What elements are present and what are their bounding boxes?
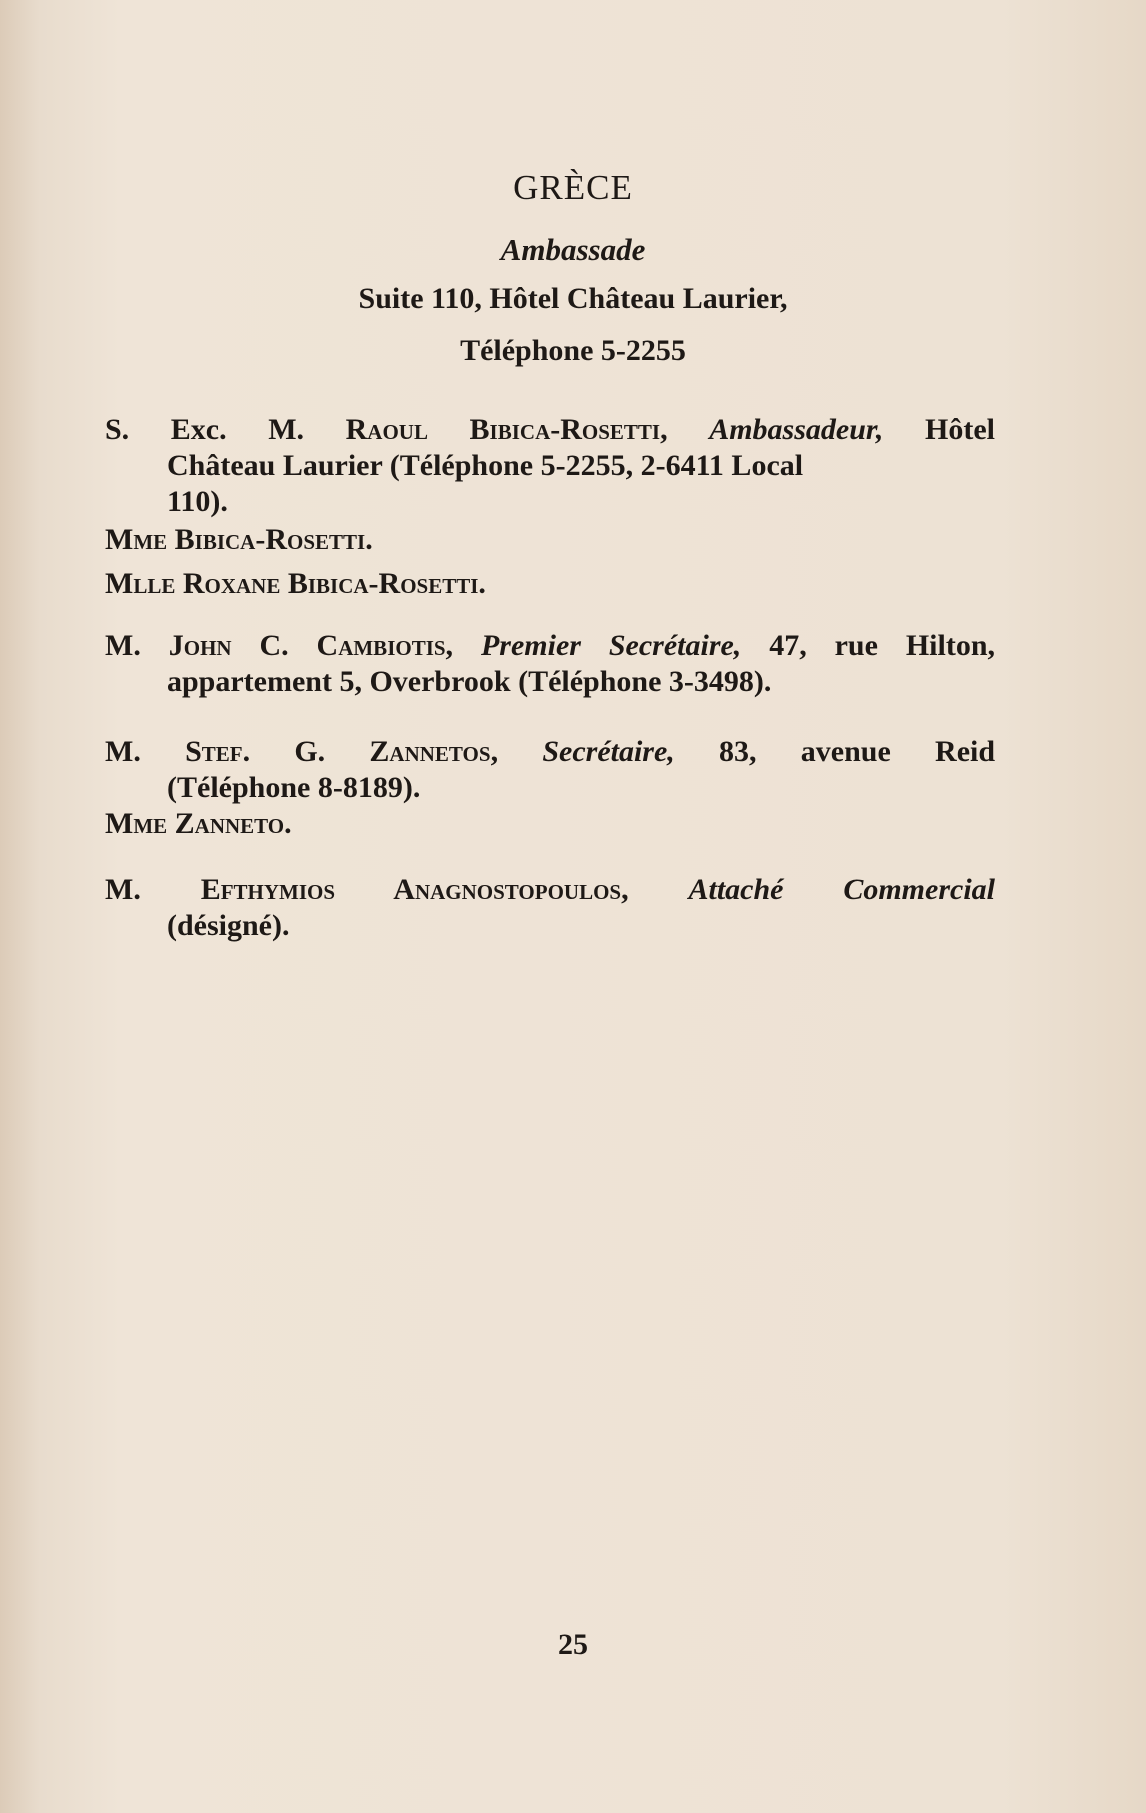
entry-name: Efthymios Anagnostopoulos, xyxy=(200,873,629,906)
entry-spouse-secretary xyxy=(105,806,995,842)
entry-title: Mme xyxy=(105,523,168,556)
entry-first-line xyxy=(105,734,995,770)
entry-secretary xyxy=(105,734,995,806)
entry-commercial-attache xyxy=(105,872,995,944)
entry-role: Attaché Commercial xyxy=(688,873,995,906)
embassy-address: Suite 110, Hôtel Château Laurier, xyxy=(358,282,788,315)
entry-details-line: (Téléphone 8-8189). xyxy=(167,771,421,804)
entry-details: 47, rue Hilton, xyxy=(769,629,996,662)
entry-details-line: (désigné). xyxy=(167,909,290,942)
entry-details: Hôtel xyxy=(925,413,995,446)
entry-first-line xyxy=(105,872,995,908)
entry-first-line xyxy=(105,522,995,558)
entry-title: Mme xyxy=(105,807,168,840)
entry-first-line xyxy=(105,628,995,664)
entry-name: Raoul Bibica-Rosetti, xyxy=(345,413,668,446)
entry-first-line xyxy=(105,566,995,602)
page-number: 25 xyxy=(558,1628,588,1661)
entry-details-line: Château Laurier (Téléphone 5-2255, 2-6411 Local xyxy=(167,449,804,482)
entry-title: Mlle xyxy=(105,567,176,600)
entry-title: M. xyxy=(105,873,141,906)
entry-details-line: 110). xyxy=(167,485,228,518)
entry-role: Secrétaire, xyxy=(542,735,675,768)
entry-details: 83, avenue Reid xyxy=(719,735,996,768)
entry-name: Stef. G. Zannetos, xyxy=(185,735,499,768)
entry-title: M. xyxy=(105,629,141,662)
entry-daughter-ambassador xyxy=(105,566,995,602)
entry-spouse-ambassador xyxy=(105,522,995,558)
entry-role: Ambassadeur, xyxy=(709,413,884,446)
entry-first-secretary xyxy=(105,628,995,700)
entry-name: John C. Cambiotis, xyxy=(168,629,454,662)
entry-name: Bibica-Rosetti. xyxy=(174,523,373,556)
entry-title: S. Exc. M. xyxy=(105,413,305,446)
entry-details-line: appartement 5, Overbrook (Téléphone 3-3498). xyxy=(167,665,772,698)
entry-title: M. xyxy=(105,735,141,768)
entry-role: Premier Secrétaire, xyxy=(480,629,742,662)
country-heading: GRÈCE xyxy=(513,168,633,207)
entry-first-line xyxy=(105,412,995,448)
entry-name: Roxane Bibica-Rosetti. xyxy=(182,567,486,600)
entry-name: Zanneto. xyxy=(174,807,292,840)
entry-first-line xyxy=(105,806,995,842)
embassy-telephone: Téléphone 5-2255 xyxy=(460,334,686,367)
entry-ambassador xyxy=(105,412,995,520)
section-heading: Ambassade xyxy=(500,232,646,267)
